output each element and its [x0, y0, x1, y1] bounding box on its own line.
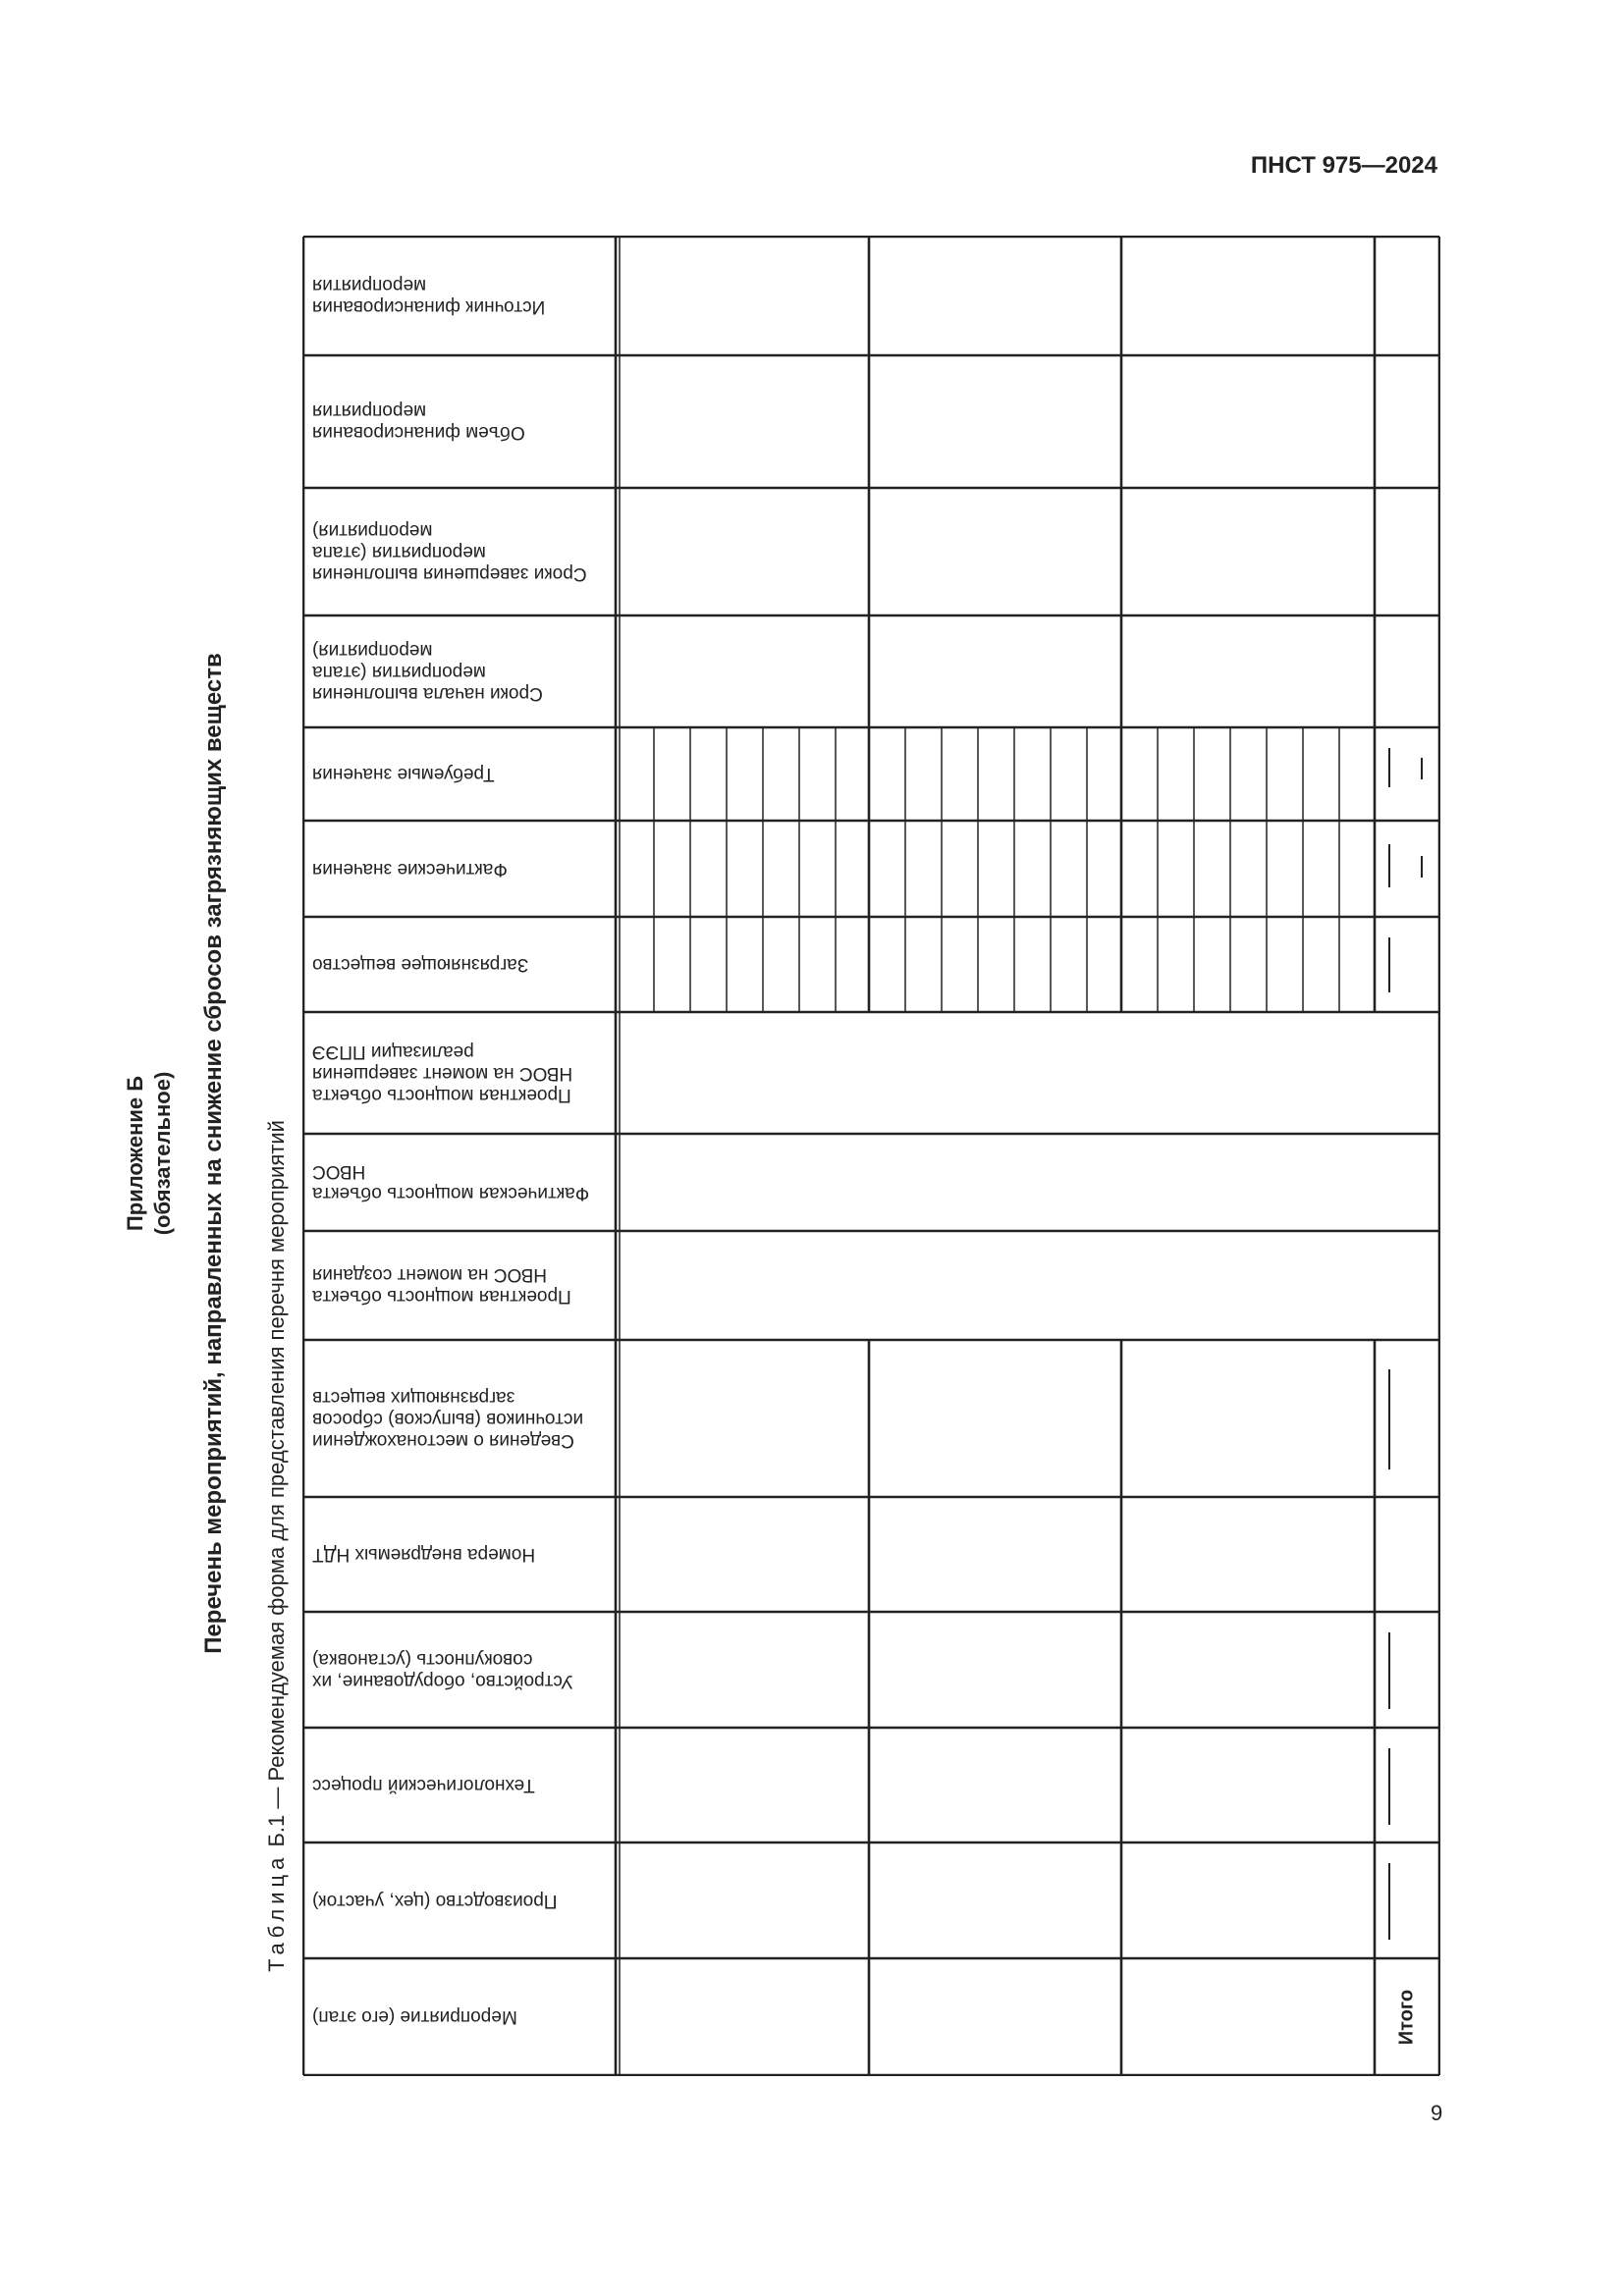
column-header-pollutant [304, 918, 607, 1011]
column-header-start-dates [304, 616, 607, 726]
column-header-design-capacity-after [304, 1013, 607, 1133]
column-header-funding-volume [304, 356, 607, 487]
column-header-label: Сведения о местонахождении источников (выпусков) сбросов загрязняющих веществ [312, 1387, 584, 1451]
column-header-label: Загрязняющее вещество [312, 954, 529, 976]
column-header-actual-values [304, 822, 607, 916]
appendix-title-block [122, 1072, 177, 1236]
total-dash-equipment [1388, 1632, 1390, 1709]
column-header-label: Источник финансирования мероприятия [312, 275, 546, 318]
appendix-status: (обязательное) [150, 1071, 175, 1236]
column-header-label: Объем финансирования мероприятия [312, 400, 525, 444]
total-row-label: Итого [1395, 1989, 1418, 2046]
column-header-label: Производство (цех, участок) [312, 1891, 558, 1911]
table-caption-text: Б.1 — Рекомендуемая форма для представления перечня мероприятий [264, 1120, 289, 1847]
total-dash-actual [1388, 844, 1390, 887]
page-number: 9 [1431, 2101, 1443, 2125]
column-header-label: Мероприятие (его этап) [312, 2006, 517, 2028]
column-header-label: Номера внедряемых НДТ [312, 1544, 536, 1566]
column-header-equipment [304, 1613, 607, 1727]
column-header-label: Сроки завершения выполнения мероприятия (этапа мероприятия) [312, 520, 587, 584]
total-dash-location [1388, 1369, 1390, 1469]
column-header-label: Фактические значения [312, 859, 508, 880]
total-dash-actual-small [1421, 856, 1423, 878]
total-dash-tech-process [1388, 1748, 1390, 1825]
column-header-tech-process [304, 1729, 607, 1842]
column-header-required-values [304, 728, 607, 820]
column-header-ndt-numbers [304, 1498, 607, 1611]
column-header-completion-dates [304, 489, 607, 614]
total-dash-required [1388, 748, 1390, 787]
column-header-actual-capacity [304, 1135, 607, 1230]
column-header-label: Фактическая мощность объекта НВОС [312, 1161, 590, 1204]
column-header-measure [304, 1959, 607, 2074]
total-dash-production [1388, 1863, 1390, 1940]
column-header-label: Устройство, оборудование, их совокупность (установка) [312, 1649, 573, 1691]
column-header-production [304, 1843, 607, 1957]
appendix-title: Приложение Б [123, 1075, 147, 1232]
column-header-label: Проектная мощность объекта НВОС на момент завершения реализации ППЭЭ [312, 1041, 573, 1105]
column-header-label: Сроки начала выполнения мероприятия (этапа мероприятия) [312, 640, 543, 704]
document-number: ПНСТ 975—2024 [1250, 152, 1437, 179]
appendix-heading: Перечень мероприятий, направленных на снижение сбросов загрязняющих веществ [200, 653, 227, 1654]
column-header-label: Требуемые значения [312, 764, 495, 785]
total-dash-required-small [1421, 758, 1423, 779]
column-header-source-location [304, 1341, 607, 1496]
table-caption-label: Таблица [264, 1852, 289, 1972]
table-caption [264, 1120, 290, 1972]
total-dash-pollutant [1388, 937, 1390, 992]
column-header-funding-source [304, 238, 607, 354]
column-header-label: Проектная мощность объекта НВОС на момент создания [312, 1264, 571, 1308]
column-header-design-capacity-creation [304, 1232, 607, 1339]
column-header-label: Технологический процесс [312, 1775, 535, 1796]
